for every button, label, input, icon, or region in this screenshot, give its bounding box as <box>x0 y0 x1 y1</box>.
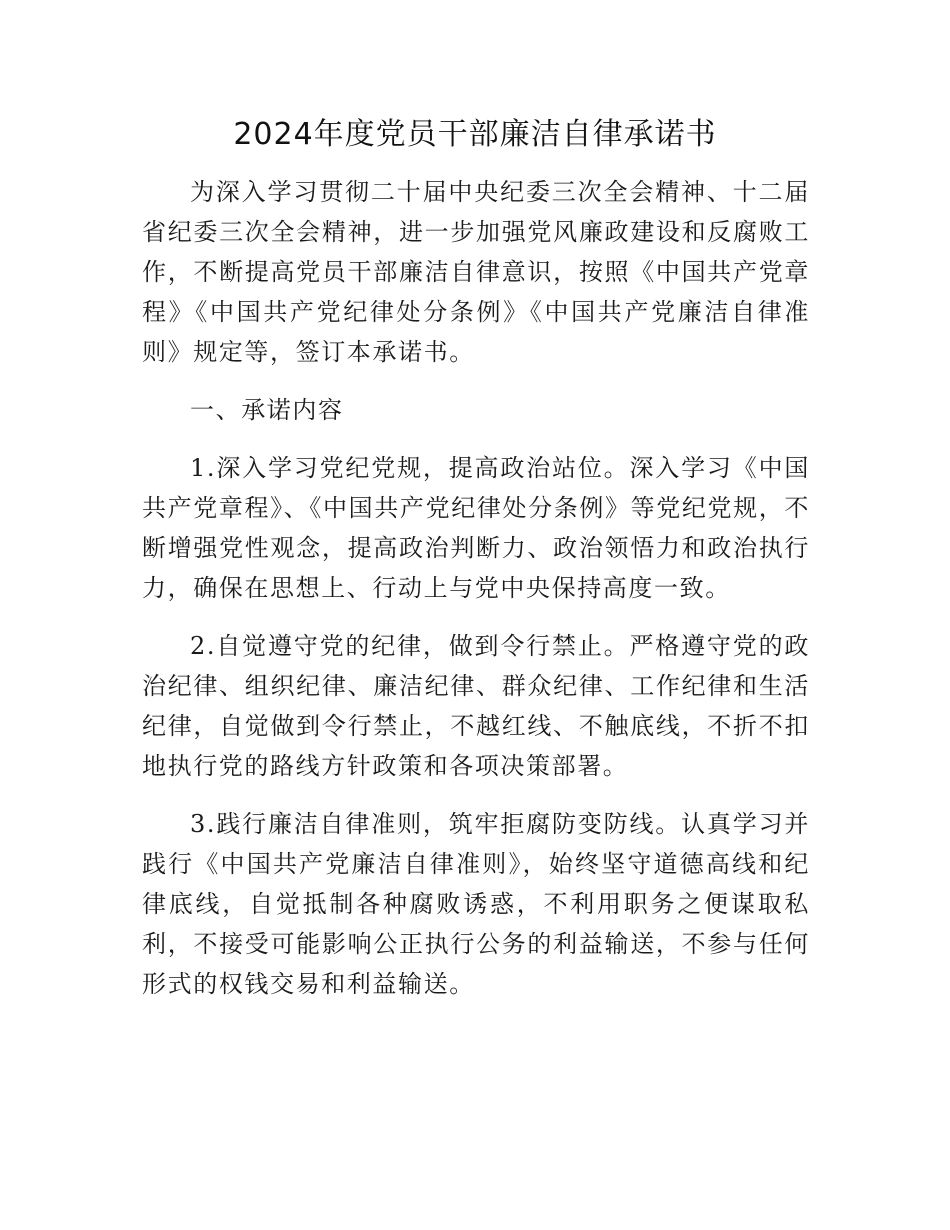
intro-paragraph: 为深入学习贯彻二十届中央纪委三次全会精神、十二届省纪委三次全会精神，进一步加强党风廉政建设和反腐败工作，不断提高党员干部廉洁自律意识，按照《中国共产党章程》《中国共产党纪律处分条例》《中国共产党廉洁自律准则》规定等，签订本承诺书。 <box>142 178 810 366</box>
commitment-item-1: 1.深入学习党纪党规，提高政治站位。深入学习《中国共产党章程》、《中国共产党纪律处分条例》等党纪党规，不断增强党性观念，提高政治判断力、政治领悟力和政治执行力，确保在思想上、行动上与党中央保持高度一致。 <box>142 454 810 602</box>
section-heading: 一、承诺内容 <box>190 396 344 424</box>
commitment-item-3: 3.践行廉洁自律准则，筑牢拒腐防变防线。认真学习并践行《中国共产党廉洁自律准则》，始终坚守道德高线和纪律底线，自觉抵制各种腐败诱惑，不利用职务之便谋取私利，不接受可能影响公正执行公务的利益输送，不参与任何形式的权钱交易和利益输送。 <box>142 810 810 998</box>
document-title: 2024年度党员干部廉洁自律承诺书 <box>233 117 717 152</box>
commitment-item-2: 2.自觉遵守党的纪律，做到令行禁止。严格遵守党的政治纪律、组织纪律、廉洁纪律、群众纪律、工作纪律和生活纪律，自觉做到令行禁止，不越红线、不触底线，不折不扣地执行党的路线方针政策和各项决策部署。 <box>142 632 810 780</box>
document-body <box>142 172 810 1022</box>
